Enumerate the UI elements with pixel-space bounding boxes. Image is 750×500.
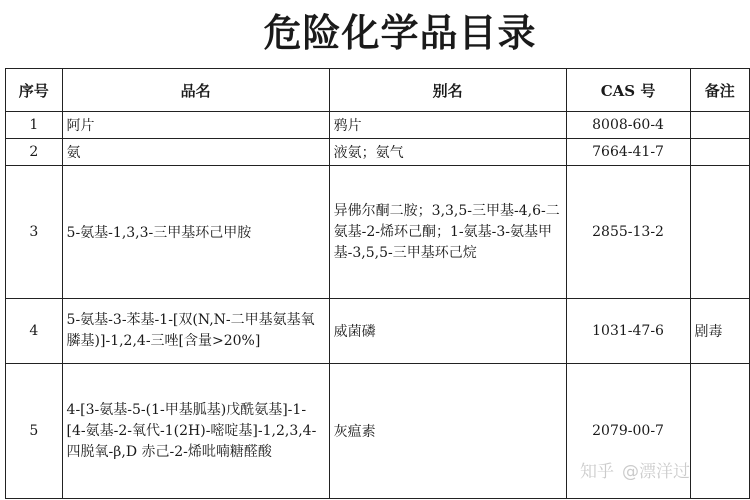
table-header-row: [6, 69, 750, 112]
cell-name: 氨: [62, 139, 329, 166]
cell-alias: 异佛尔酮二胺；3,3,5-三甲基-4,6-二氨基-2-烯环己酮；1-氨基-3-氨基甲基-3,5,5-三甲基环己烷: [329, 166, 566, 299]
chemical-catalog-table: [5, 68, 750, 499]
watermark: [580, 455, 750, 483]
cell-cas: 2079-00-7: [566, 364, 690, 499]
table-row: [6, 166, 750, 299]
cell-name: 阿片: [62, 112, 329, 139]
cell-index: 3: [6, 166, 63, 299]
cell-index: 1: [6, 112, 63, 139]
table-row: [6, 299, 750, 364]
column-header-note: 备注: [690, 69, 750, 112]
table-row: [6, 139, 750, 166]
cell-index: 4: [6, 299, 63, 364]
cell-name: 5-氨基-1,3,3-三甲基环己甲胺: [62, 166, 329, 299]
column-header-alias: 别名: [329, 69, 566, 112]
column-header-name: 品名: [62, 69, 329, 112]
cell-cas: 7664-41-7: [566, 139, 690, 166]
column-header-cas: CAS 号: [566, 69, 690, 112]
cell-alias: 液氨；氨气: [329, 139, 566, 166]
cell-index: 2: [6, 139, 63, 166]
table-row: [6, 112, 750, 139]
cell-note: [690, 139, 750, 166]
cell-alias: 灰瘟素: [329, 364, 566, 499]
watermark-site: 知乎: [580, 461, 614, 482]
cell-name: 4-[3-氨基-5-(1-甲基胍基)戊酰氨基]-1-[4-氨基-2-氧代-1(2H)-嘧啶基]-1,2,3,4-四脱氧-β,D 赤己-2-烯吡喃糖醛酸: [62, 364, 329, 499]
cell-cas: 1031-47-6: [566, 299, 690, 364]
cell-name: 5-氨基-3-苯基-1-[双(N,N-二甲基氨基氧膦基)]-1,2,4-三唑[含量>20%]: [62, 299, 329, 364]
cell-cas: 8008-60-4: [566, 112, 690, 139]
cell-alias: 威菌磷: [329, 299, 566, 364]
document-title: 危险化学品目录: [263, 10, 537, 55]
cell-note: 剧毒: [690, 299, 750, 364]
cell-note: [690, 112, 750, 139]
cell-index: 5: [6, 364, 63, 499]
watermark-author: @漂洋过: [622, 461, 690, 482]
cell-cas: 2855-13-2: [566, 166, 690, 299]
cell-alias: 鸦片: [329, 112, 566, 139]
column-header-index: 序号: [6, 69, 63, 112]
cell-note: [690, 166, 750, 299]
